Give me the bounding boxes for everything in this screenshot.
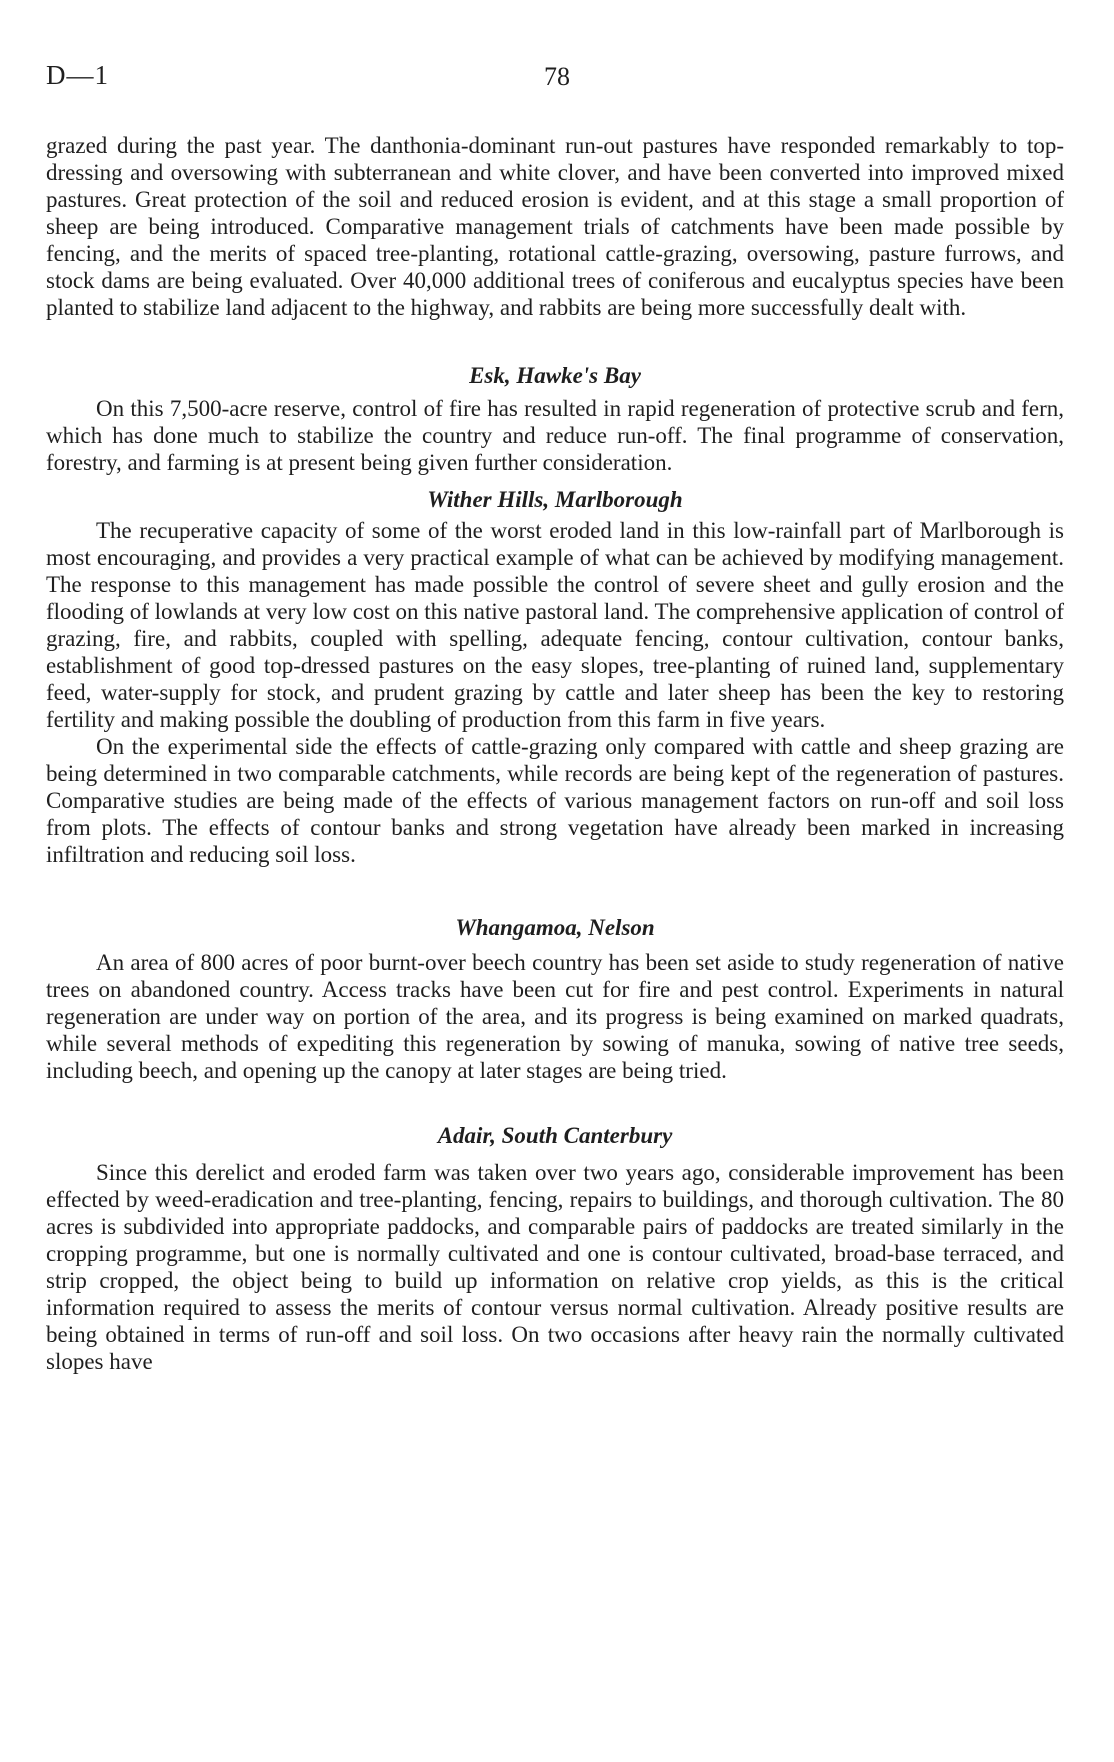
paragraph-adair: Since this derelict and eroded farm was taken over two years ago, considerable improvement has been effected by weed-eradication and tree-planting, fencing, repairs to buildings, and thorough cultivation. The 80 acres is subdivided into appropriate paddocks, and comparable pairs of paddocks are treated similarly in the cropping programme, but one is normally cultivated and one is contour cultivated, broad-base terraced, and strip cropped, the object being to build up information on relative crop yields, as this is the critical information required to assess the merits of contour versus normal cultivation. Already positive results are being obtained in terms of run-off and soil loss. On two occasions after heavy rain the normally cultivated slopes have: [46, 1160, 1064, 1374]
document-code: D—1: [46, 60, 109, 90]
body-text: [46, 132, 1064, 1375]
paragraph-continued: grazed during the past year. The danthonia-dominant run-out pastures have responded remarkably to top-dressing and oversowing with subterranean and white clover, and have been converted into improved mixed pastures. Great protection of the soil and reduced erosion is evident, and at this stage a small proportion of sheep are being introduced. Comparative management trials of catchments have been made possible by fencing, and the merits of spaced tree-planting, rotational cattle-grazing, oversowing, pasture furrows, and stock dams are being evaluated. Over 40,000 additional trees of coniferous and eucalyptus species have been planted to stabilize land adjacent to the highway, and rabbits are being more successfully dealt with.: [46, 133, 1064, 320]
section-heading-whangamoa: Whangamoa, Nelson: [455, 915, 655, 940]
page-header: [46, 60, 1066, 100]
paragraph-whangamoa: An area of 800 acres of poor burnt-over beech country has been set aside to study regeneration of native trees on abandoned country. Access tracks have been cut for fire and pest control. Experiments in natural regeneration are under way on portion of the area, and its progress is being examined on marked quadrats, while several methods of expediting this regeneration by sowing of manuka, sowing of native tree seeds, including beech, and opening up the canopy at later stages are being tried.: [46, 950, 1064, 1083]
paragraph-wither-hills-2: On the experimental side the effects of cattle-grazing only compared with cattle and sheep grazing are being determined in two comparable catchments, while records are being kept of the regeneration of pastures. Comparative studies are being made of the effects of various management factors on run-off and soil loss from plots. The effects of contour banks and strong vegetation have already been marked in increasing infiltration and reducing soil loss.: [46, 734, 1064, 867]
section-heading-wither-hills: Wither Hills, Marlborough: [427, 487, 683, 512]
section-heading-adair: Adair, South Canterbury: [437, 1123, 673, 1148]
paragraph-esk: On this 7,500-acre reserve, control of fire has resulted in rapid regeneration of protective scrub and fern, which has done much to stabilize the country and reduce run-off. The final programme of conservation, forestry, and farming is at present being given further consideration.: [46, 396, 1064, 475]
section-heading-esk: Esk, Hawke's Bay: [469, 363, 641, 388]
page-number: 78: [544, 62, 570, 91]
paragraph-wither-hills-1: The recuperative capacity of some of the worst eroded land in this low-rainfall part of Marlborough is most encouraging, and provides a very practical example of what can be achieved by modifying management. The response to this management has made possible the control of severe sheet and gully erosion and the flooding of lowlands at very low cost on this native pastoral land. The comprehensive application of control of grazing, fire, and rabbits, coupled with spelling, adequate fencing, contour cultivation, contour banks, establishment of good top-dressed pastures on the easy slopes, tree-planting of ruined land, supplementary feed, water-supply for stock, and prudent grazing by cattle and later sheep has been the key to restoring fertility and making possible the doubling of production from this farm in five years.: [46, 518, 1064, 732]
